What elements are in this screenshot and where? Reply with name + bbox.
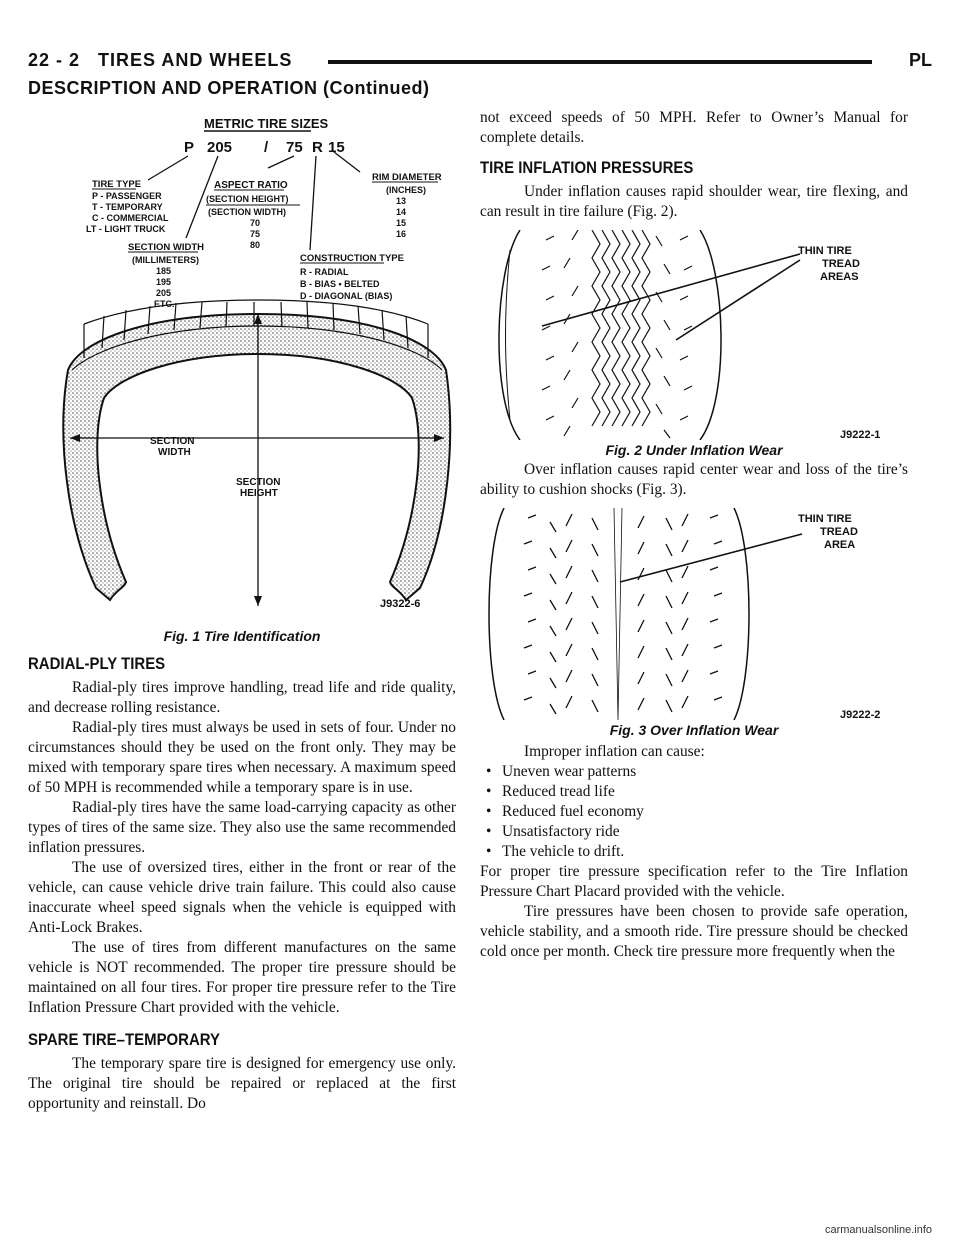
svg-text:R: R bbox=[312, 139, 323, 156]
svg-text:J9222-1: J9222-1 bbox=[840, 429, 881, 440]
svg-text:13: 13 bbox=[396, 196, 407, 206]
svg-text:CONSTRUCTION TYPE: CONSTRUCTION TYPE bbox=[300, 253, 404, 264]
svg-text:70: 70 bbox=[250, 218, 261, 228]
svg-text:TIRE TYPE: TIRE TYPE bbox=[92, 179, 142, 190]
svg-text:80: 80 bbox=[250, 240, 261, 250]
svg-text:WIDTH: WIDTH bbox=[158, 447, 191, 458]
svg-text:T - TEMPORARY: T - TEMPORARY bbox=[92, 202, 163, 212]
paragraph: Radial-ply tires must always be used in sets of four. Under no circumstances should they be used on the front only. They may be mixed with temporary spare tires when necessary. A maximum speed of 50 MPH is recommended while a temporary spare is in use. bbox=[28, 719, 456, 796]
svg-text:D - DIAGONAL (BIAS): D - DIAGONAL (BIAS) bbox=[300, 291, 393, 301]
heading-spare-tire: SPARE TIRE–TEMPORARY bbox=[28, 1030, 221, 1049]
svg-text:J9222-2: J9222-2 bbox=[840, 709, 881, 720]
paragraph: Tire pressures have been chosen to provide safe operation, vehicle stability, and a smooth ride. Tire pressure should be checked cold once per month. Check tire pressure more frequently when the bbox=[480, 903, 908, 960]
list-item: • Uneven wear patterns bbox=[486, 763, 637, 780]
svg-text:(MILLIMETERS): (MILLIMETERS) bbox=[132, 255, 199, 265]
svg-text:(SECTION WIDTH): (SECTION WIDTH) bbox=[208, 207, 286, 217]
svg-text:HEIGHT: HEIGHT bbox=[240, 488, 278, 499]
heading-radial-ply: RADIAL-PLY TIRES bbox=[28, 654, 166, 673]
svg-text:AREA: AREA bbox=[824, 539, 856, 551]
model-code: PL bbox=[908, 50, 932, 70]
svg-text:75: 75 bbox=[250, 229, 261, 239]
paragraph-intro: Improper inflation can cause: bbox=[524, 743, 705, 760]
page-number-section: 22 - 2 TIRES AND WHEELS bbox=[28, 50, 293, 70]
left-column bbox=[28, 654, 456, 1114]
svg-text:TREAD: TREAD bbox=[822, 258, 860, 270]
svg-text:75: 75 bbox=[286, 139, 303, 156]
svg-text:ASPECT RATIO: ASPECT RATIO bbox=[214, 180, 288, 191]
svg-text:195: 195 bbox=[156, 277, 172, 287]
list-item: • The vehicle to drift. bbox=[486, 843, 625, 860]
paragraph: Over inflation causes rapid center wear and loss of the tire’s ability to cushion shocks (Fig. 3). bbox=[480, 461, 908, 498]
svg-text:14: 14 bbox=[396, 207, 407, 217]
svg-text:(INCHES): (INCHES) bbox=[386, 185, 426, 195]
svg-text:15: 15 bbox=[396, 218, 407, 228]
svg-text:ETC.: ETC. bbox=[154, 299, 175, 309]
paragraph-spare-start: The temporary spare tire is designed for emergency use only. The original tire should be repaired or replaced at the first opportunity and reinstall. Do bbox=[28, 1055, 456, 1112]
paragraph: Under inflation causes rapid shoulder wear, tire flexing, and can result in tire failure (Fig. 2). bbox=[480, 183, 908, 220]
svg-text:/: / bbox=[264, 139, 269, 156]
svg-text:B - BIAS • BELTED: B - BIAS • BELTED bbox=[300, 279, 380, 289]
svg-text:TREAD: TREAD bbox=[820, 526, 858, 538]
svg-text:205: 205 bbox=[156, 288, 172, 298]
figure-caption: Fig. 1 Tire Identification bbox=[163, 628, 321, 644]
svg-text:185: 185 bbox=[156, 266, 172, 276]
svg-text:SECTION WIDTH: SECTION WIDTH bbox=[128, 242, 204, 253]
svg-text:SECTION: SECTION bbox=[236, 477, 281, 488]
paragraph: For proper tire pressure specification refer to the Tire Inflation Pressure Chart Placard provided with the vehicle. bbox=[480, 863, 908, 900]
svg-text:LT - LIGHT TRUCK: LT - LIGHT TRUCK bbox=[86, 224, 166, 234]
figure-caption: Fig. 2 Under Inflation Wear bbox=[605, 442, 783, 458]
figure-caption: Fig. 3 Over Inflation Wear bbox=[609, 722, 779, 738]
page-header bbox=[28, 50, 932, 74]
svg-text:RIM DIAMETER: RIM DIAMETER bbox=[372, 172, 442, 183]
spare-continued bbox=[480, 108, 908, 148]
svg-text:R - RADIAL: R - RADIAL bbox=[300, 267, 349, 277]
paragraph: The use of oversized tires, either in the front or rear of the vehicle, can cause vehicle drive train failure. This could also cause inaccurate wheel speed signals when the vehicle is equipped with Anti-Lock Brakes. bbox=[28, 859, 456, 936]
svg-text:THIN TIRE: THIN TIRE bbox=[798, 245, 852, 257]
list-item: • Reduced tread life bbox=[486, 783, 615, 800]
svg-text:P: P bbox=[184, 139, 195, 156]
under-inflation-diagram bbox=[480, 230, 908, 440]
svg-text:205: 205 bbox=[207, 139, 233, 156]
paragraph: Radial-ply tires improve handling, tread life and ride quality, and decrease rolling resistance. bbox=[28, 679, 456, 716]
right-column bbox=[480, 108, 908, 1238]
tire-identification-diagram bbox=[28, 108, 456, 628]
svg-text:16: 16 bbox=[396, 229, 407, 239]
paragraph-spare-continued: not exceed speeds of 50 MPH. Refer to Owner’s Manual for complete details. bbox=[480, 109, 908, 146]
svg-text:(SECTION HEIGHT): (SECTION HEIGHT) bbox=[206, 194, 289, 204]
header-rule bbox=[328, 60, 872, 64]
figure-tire-identification bbox=[28, 108, 456, 656]
section-subtitle: DESCRIPTION AND OPERATION (Continued) bbox=[28, 78, 430, 98]
list-item: • Unsatisfactory ride bbox=[486, 823, 620, 840]
figure-code: J9322-6 bbox=[380, 598, 421, 610]
svg-text:AREAS: AREAS bbox=[820, 271, 859, 283]
svg-text:C - COMMERCIAL: C - COMMERCIAL bbox=[92, 213, 169, 223]
bullet-list bbox=[480, 762, 908, 862]
watermark: carmanualsonline.info bbox=[824, 1224, 932, 1236]
figure-under-inflation bbox=[480, 230, 908, 460]
list-item: • Reduced fuel economy bbox=[486, 803, 644, 820]
paragraph: The use of tires from different manufactures on the same vehicle is NOT recommended. The proper tire pressure should be maintained on all four tires. For proper tire pressure refer to the Tire Inflation Pressure Chart provided with the vehicle. bbox=[28, 939, 456, 1016]
svg-text:SECTION: SECTION bbox=[150, 436, 195, 447]
svg-text:15: 15 bbox=[328, 139, 345, 156]
metric-title: METRIC TIRE SIZES bbox=[204, 116, 329, 131]
svg-text:THIN TIRE: THIN TIRE bbox=[798, 513, 852, 525]
figure-over-inflation bbox=[480, 508, 908, 742]
heading-inflation: TIRE INFLATION PRESSURES bbox=[480, 158, 694, 177]
paragraph: Radial-ply tires have the same load-carrying capacity as other types of tires of the same size. They also use the same recommended inflation pressures. bbox=[28, 799, 456, 856]
over-inflation-diagram bbox=[480, 508, 908, 720]
svg-text:P - PASSENGER: P - PASSENGER bbox=[92, 191, 162, 201]
